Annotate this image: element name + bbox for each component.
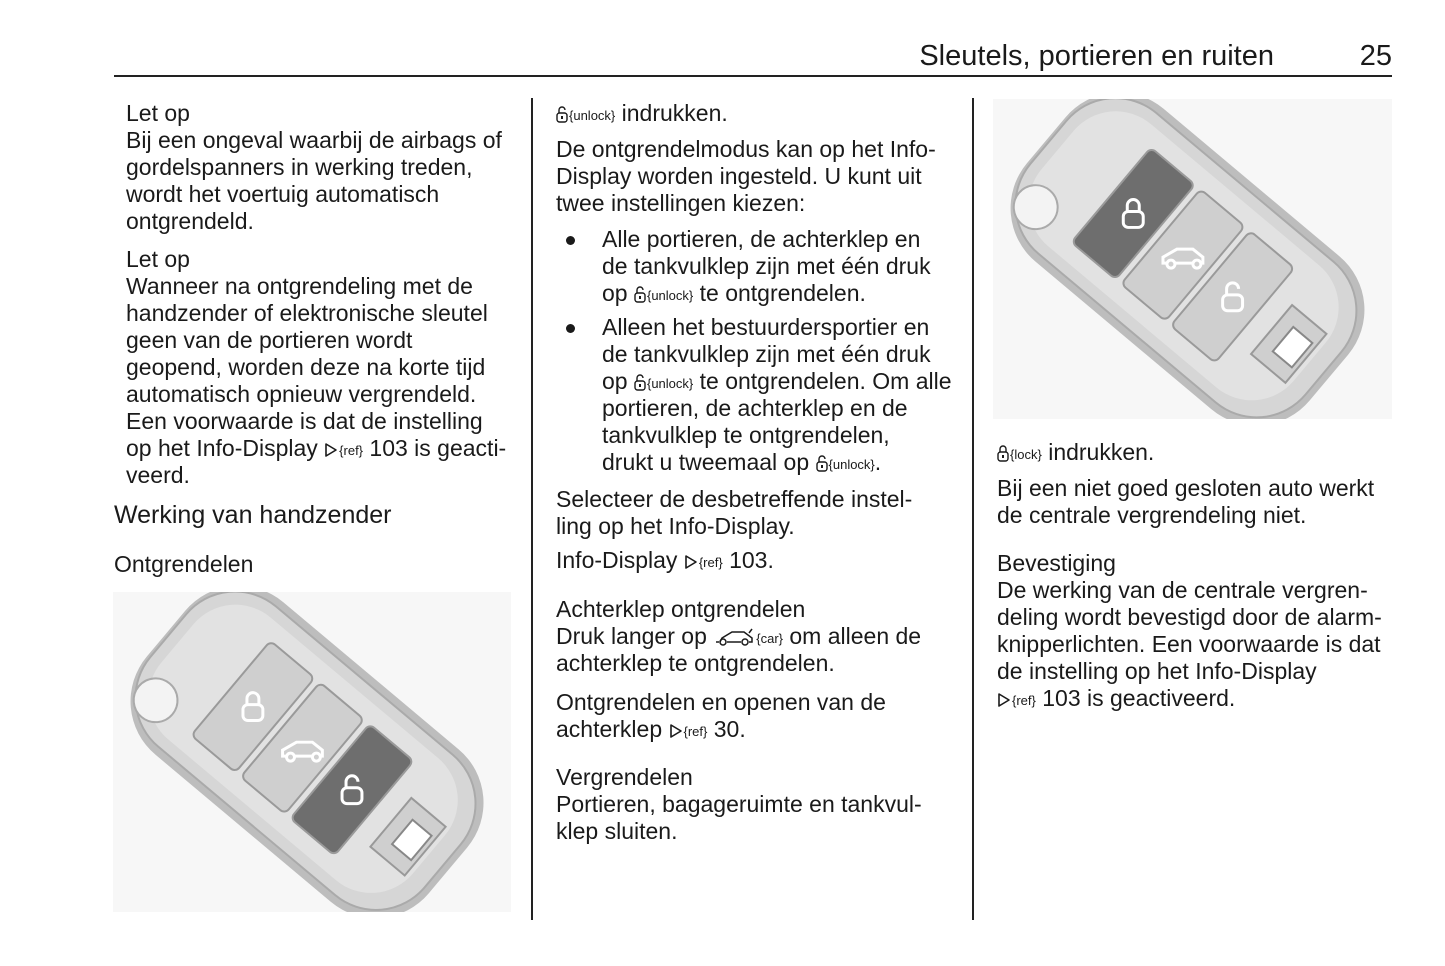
key-fob-lock-figure xyxy=(993,99,1392,419)
page-reference-arrow-icon xyxy=(997,692,1011,708)
icon-token-label: {lock} xyxy=(1010,447,1042,462)
icon-token-label: {ref} xyxy=(1012,693,1036,708)
paragraph-tailgate xyxy=(556,596,921,677)
icon-token-label: {ref} xyxy=(339,443,364,458)
text-line: Portieren, bagageruimte en tankvul- xyxy=(556,791,922,817)
page-number: 25 xyxy=(1359,40,1392,72)
text-line: {ref} 103 is geactiveerd. xyxy=(997,685,1382,712)
text-line: Info-Display {ref} 103. xyxy=(556,547,774,573)
text-line: Display worden ingesteld. U kunt uit xyxy=(556,163,922,189)
icon-token-label: {ref} xyxy=(698,555,723,570)
paragraph xyxy=(556,689,886,743)
unlock-icon xyxy=(634,285,646,303)
paragraph xyxy=(997,439,1154,466)
text-line: op het Info-Display {ref} 103 is geacti- xyxy=(126,435,507,461)
text-line: op {unlock} te ontgrendelen. Om alle xyxy=(602,368,952,394)
key-fob-unlock-figure xyxy=(113,592,511,912)
text-line: op {unlock} te ontgrendelen. xyxy=(602,280,866,306)
section-heading: Werking van handzender xyxy=(114,501,392,529)
text-line: geen van de portieren wordt xyxy=(126,327,413,353)
text-line: ling op het Info-Display. xyxy=(556,513,795,539)
text-line: achterklep {ref} 30. xyxy=(556,716,746,742)
text-line: achterklep te ontgrendelen. xyxy=(556,650,835,676)
icon-token-label: {unlock} xyxy=(646,288,694,303)
text-line: Selecteer de desbetreffende instel- xyxy=(556,486,913,512)
page-reference-arrow-icon xyxy=(669,723,683,739)
text-line: de tankvulklep zijn met één druk xyxy=(602,341,931,367)
text-line: Vergrendelen xyxy=(556,764,693,790)
text-line: {unlock} indrukken. xyxy=(556,100,728,127)
text-line: Wanneer na ontgrendeling met de xyxy=(126,273,473,299)
page-reference-arrow-icon xyxy=(324,442,338,458)
text-line: portieren, de achterklep en de xyxy=(602,395,908,421)
icon-token-label: {ref} xyxy=(683,724,708,739)
page-reference-arrow-icon xyxy=(684,554,698,570)
text-line: de centrale vergrendeling niet. xyxy=(997,502,1307,528)
paragraph xyxy=(556,486,912,540)
column-divider xyxy=(531,98,533,920)
icon-token-label: {unlock} xyxy=(646,376,694,391)
note-airbag xyxy=(126,100,502,235)
unlock-icon xyxy=(634,373,646,391)
unlock-icon xyxy=(556,105,568,123)
column-divider xyxy=(972,98,974,920)
bullet-text xyxy=(556,226,931,307)
text-line: {lock} indrukken. xyxy=(997,439,1154,466)
text-line: drukt u tweemaal op {unlock}. xyxy=(602,449,882,475)
text-line: Bevestiging xyxy=(997,550,1116,576)
text-line: de instelling op het Info-Display xyxy=(997,658,1317,684)
running-header-title: Sleutels, portieren en ruiten xyxy=(919,40,1274,72)
text-line: Achterklep ontgrendelen xyxy=(556,596,806,622)
text-line: De ontgrendelmodus kan op het Info- xyxy=(556,136,936,162)
text-line: automatisch opnieuw vergrendeld. xyxy=(126,381,477,407)
key-fob-illustration xyxy=(993,99,1392,419)
text-line: Let op xyxy=(126,246,190,272)
text-line: ontgrendeld. xyxy=(126,208,254,234)
text-line: de tankvulklep zijn met één druk xyxy=(602,253,931,279)
paragraph xyxy=(556,100,728,127)
text-line: deling wordt bevestigd door de alarm- xyxy=(997,604,1382,630)
text-line: knipperlichten. Een voorwaarde is dat xyxy=(997,631,1381,657)
header-rule xyxy=(114,75,1392,77)
text-line: Ontgrendelen en openen van de xyxy=(556,689,886,715)
text-line: Alleen het bestuurdersportier en xyxy=(602,314,930,340)
paragraph xyxy=(997,475,1374,529)
icon-token-label: {unlock} xyxy=(828,457,875,472)
paragraph xyxy=(556,136,936,217)
text-line: klep sluiten. xyxy=(556,818,678,844)
icon-token-label: {unlock} xyxy=(569,108,616,123)
text-line: geopend, worden deze na korte tijd xyxy=(126,354,486,380)
text-line: Alle portieren, de achterklep en xyxy=(602,226,921,252)
text-line: Een voorwaarde is dat de instelling xyxy=(126,408,483,434)
text-line: twee instellingen kiezen: xyxy=(556,190,806,216)
tailgate-car-icon xyxy=(713,628,755,646)
paragraph-locking xyxy=(556,764,922,845)
text-line: gordelspanners in werking treden, xyxy=(126,154,473,180)
lock-icon xyxy=(997,444,1009,462)
text-line: handzender of elektronische sleutel xyxy=(126,300,488,326)
text-line: wordt het voertuig automatisch xyxy=(126,181,440,207)
text-line: Let op xyxy=(126,100,190,126)
text-line: veerd. xyxy=(126,462,190,488)
key-fob-illustration xyxy=(113,592,511,912)
paragraph xyxy=(556,547,774,574)
paragraph-confirmation xyxy=(997,550,1382,712)
icon-token-label: {car} xyxy=(756,631,783,646)
text-line: Bij een niet goed gesloten auto werkt xyxy=(997,475,1375,501)
bullet-text xyxy=(556,314,952,476)
unlock-icon xyxy=(816,454,828,472)
text-line: tankvulklep te ontgrendelen, xyxy=(602,422,890,448)
text-line: Druk langer op {car} om alleen de xyxy=(556,623,922,649)
subsection-heading: Ontgrendelen xyxy=(114,551,254,577)
text-line: Bij een ongeval waarbij de airbags of xyxy=(126,127,502,153)
text-line: De werking van de centrale vergren- xyxy=(997,577,1368,603)
note-autolock xyxy=(126,246,506,489)
